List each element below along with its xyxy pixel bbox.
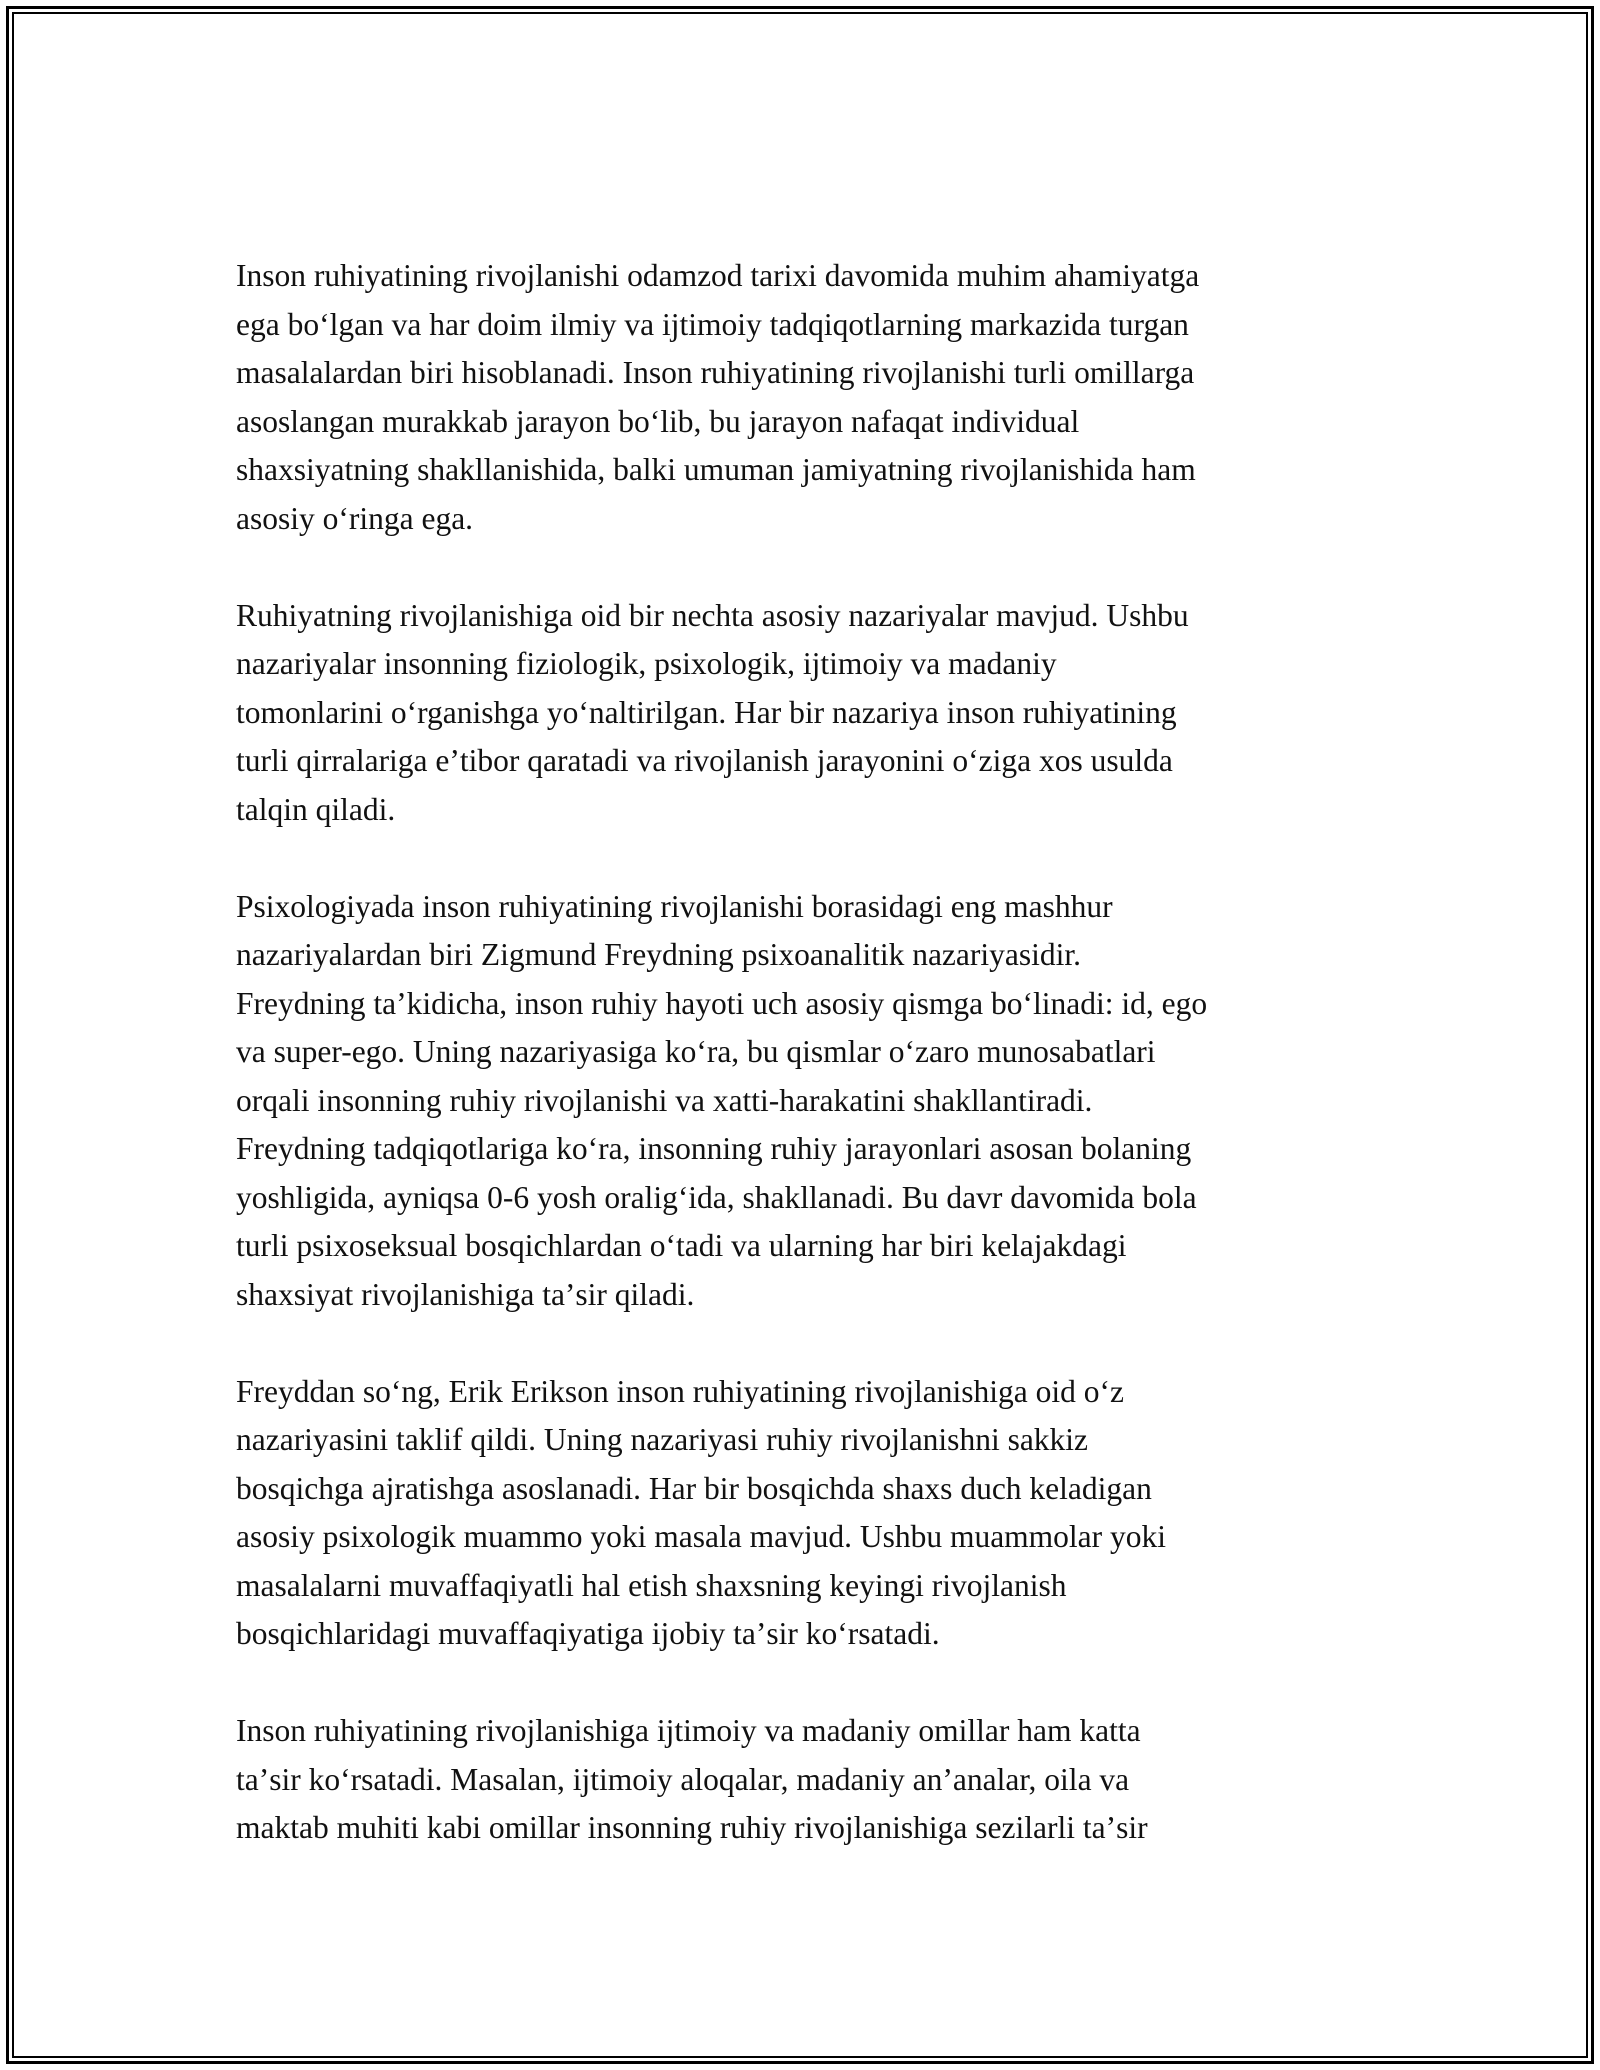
text-line: va super-ego. Uning nazariyasiga koʻra, bu qismlar oʻzaro munosabatlari [236, 1034, 1156, 1069]
text-line: shaxsiyatning shakllanishida, balki umuman jamiyatning rivojlanishida ham [236, 452, 1196, 487]
paragraph-1 [236, 252, 1386, 543]
text-line: masalalardan biri hisoblanadi. Inson ruhiyatining rivojlanishi turli omillarga [236, 355, 1195, 390]
text-line: Freydning taʼkidicha, inson ruhiy hayoti uch asosiy qismga boʻlinadi: id, ego [236, 985, 1208, 1021]
text-line: shaxsiyat rivojlanishiga taʼsir qiladi. [236, 1276, 695, 1312]
text-line: nazariyasini taklif qildi. Uning nazariyasi ruhiy rivojlanishni sakkiz [236, 1422, 1089, 1457]
text-line: taʼsir koʻrsatadi. Masalan, ijtimoiy aloqalar, madaniy anʼanalar, oila va [236, 1761, 1130, 1797]
text-line: asosiy psixologik muammo yoki masala mavjud. Ushbu muammolar yoki [236, 1519, 1167, 1554]
text-line: yoshligida, ayniqsa 0-6 yosh oraligʻida, shakllanadi. Bu davr davomida bola [236, 1179, 1197, 1215]
text-line: turli psixoseksual bosqichlardan oʻtadi va ularning har biri kelajakdagi [236, 1228, 1127, 1263]
text-line: nazariyalardan biri Zigmund Freydning psixoanalitik nazariyasidir. [236, 937, 1082, 972]
text-line: Ruhiyatning rivojlanishiga oid bir nechta asosiy nazariyalar mavjud. Ushbu [236, 597, 1189, 633]
text-line: Inson ruhiyatining rivojlanishiga ijtimoiy va madaniy omillar ham katta [236, 1713, 1141, 1748]
paragraph-2 [236, 592, 1386, 835]
text-line: nazariyalar insonning fiziologik, psixologik, ijtimoiy va madaniy [236, 646, 1057, 681]
text-line: bosqichlaridagi muvaffaqiyatiga ijobiy taʼsir koʻrsatadi. [236, 1616, 940, 1651]
text-line: talqin qiladi. [236, 791, 396, 827]
text-line: Freyddan soʻng, Erik Erikson inson ruhiyatining rivojlanishiga oid oʻz [236, 1373, 1124, 1409]
text-line: orqali insonning ruhiy rivojlanishi va xatti-harakatini shakllantiradi. [236, 1082, 1093, 1118]
text-line: bosqichga ajratishga asoslanadi. Har bir bosqichda shaxs duch keladigan [236, 1470, 1152, 1506]
text-line: Inson ruhiyatining rivojlanishi odamzod tarixi davomida muhim ahamiyatga [236, 258, 1200, 293]
paragraph-5 [236, 1707, 1386, 1853]
text-line: tomonlarini oʻrganishga yoʻnaltirilgan. Har bir nazariya inson ruhiyatining [236, 694, 1177, 730]
document-body [236, 252, 1386, 1901]
text-line: asoslangan murakkab jarayon boʻlib, bu jarayon nafaqat individual [236, 403, 1080, 439]
text-line: masalalarni muvaffaqiyatli hal etish shaxsning keyingi rivojlanish [236, 1567, 1067, 1603]
text-line: turli qirralariga eʼtibor qaratadi va rivojlanish jarayonini oʻziga xos usulda [236, 743, 1173, 778]
paragraph-4 [236, 1368, 1386, 1659]
text-line: Freydning tadqiqotlariga koʻra, insonning ruhiy jarayonlari asosan bolaning [236, 1131, 1192, 1166]
text-line: ega boʻlgan va har doim ilmiy va ijtimoiy tadqiqotlarning markazida turgan [236, 306, 1189, 342]
paragraph-3 [236, 883, 1386, 1320]
text-line: asosiy oʻringa ega. [236, 500, 474, 536]
text-line: Psixologiyada inson ruhiyatining rivojlanishi borasidagi eng mashhur [236, 888, 1113, 924]
text-line: maktab muhiti kabi omillar insonning ruhiy rivojlanishiga sezilarli taʼsir [236, 1810, 1148, 1845]
